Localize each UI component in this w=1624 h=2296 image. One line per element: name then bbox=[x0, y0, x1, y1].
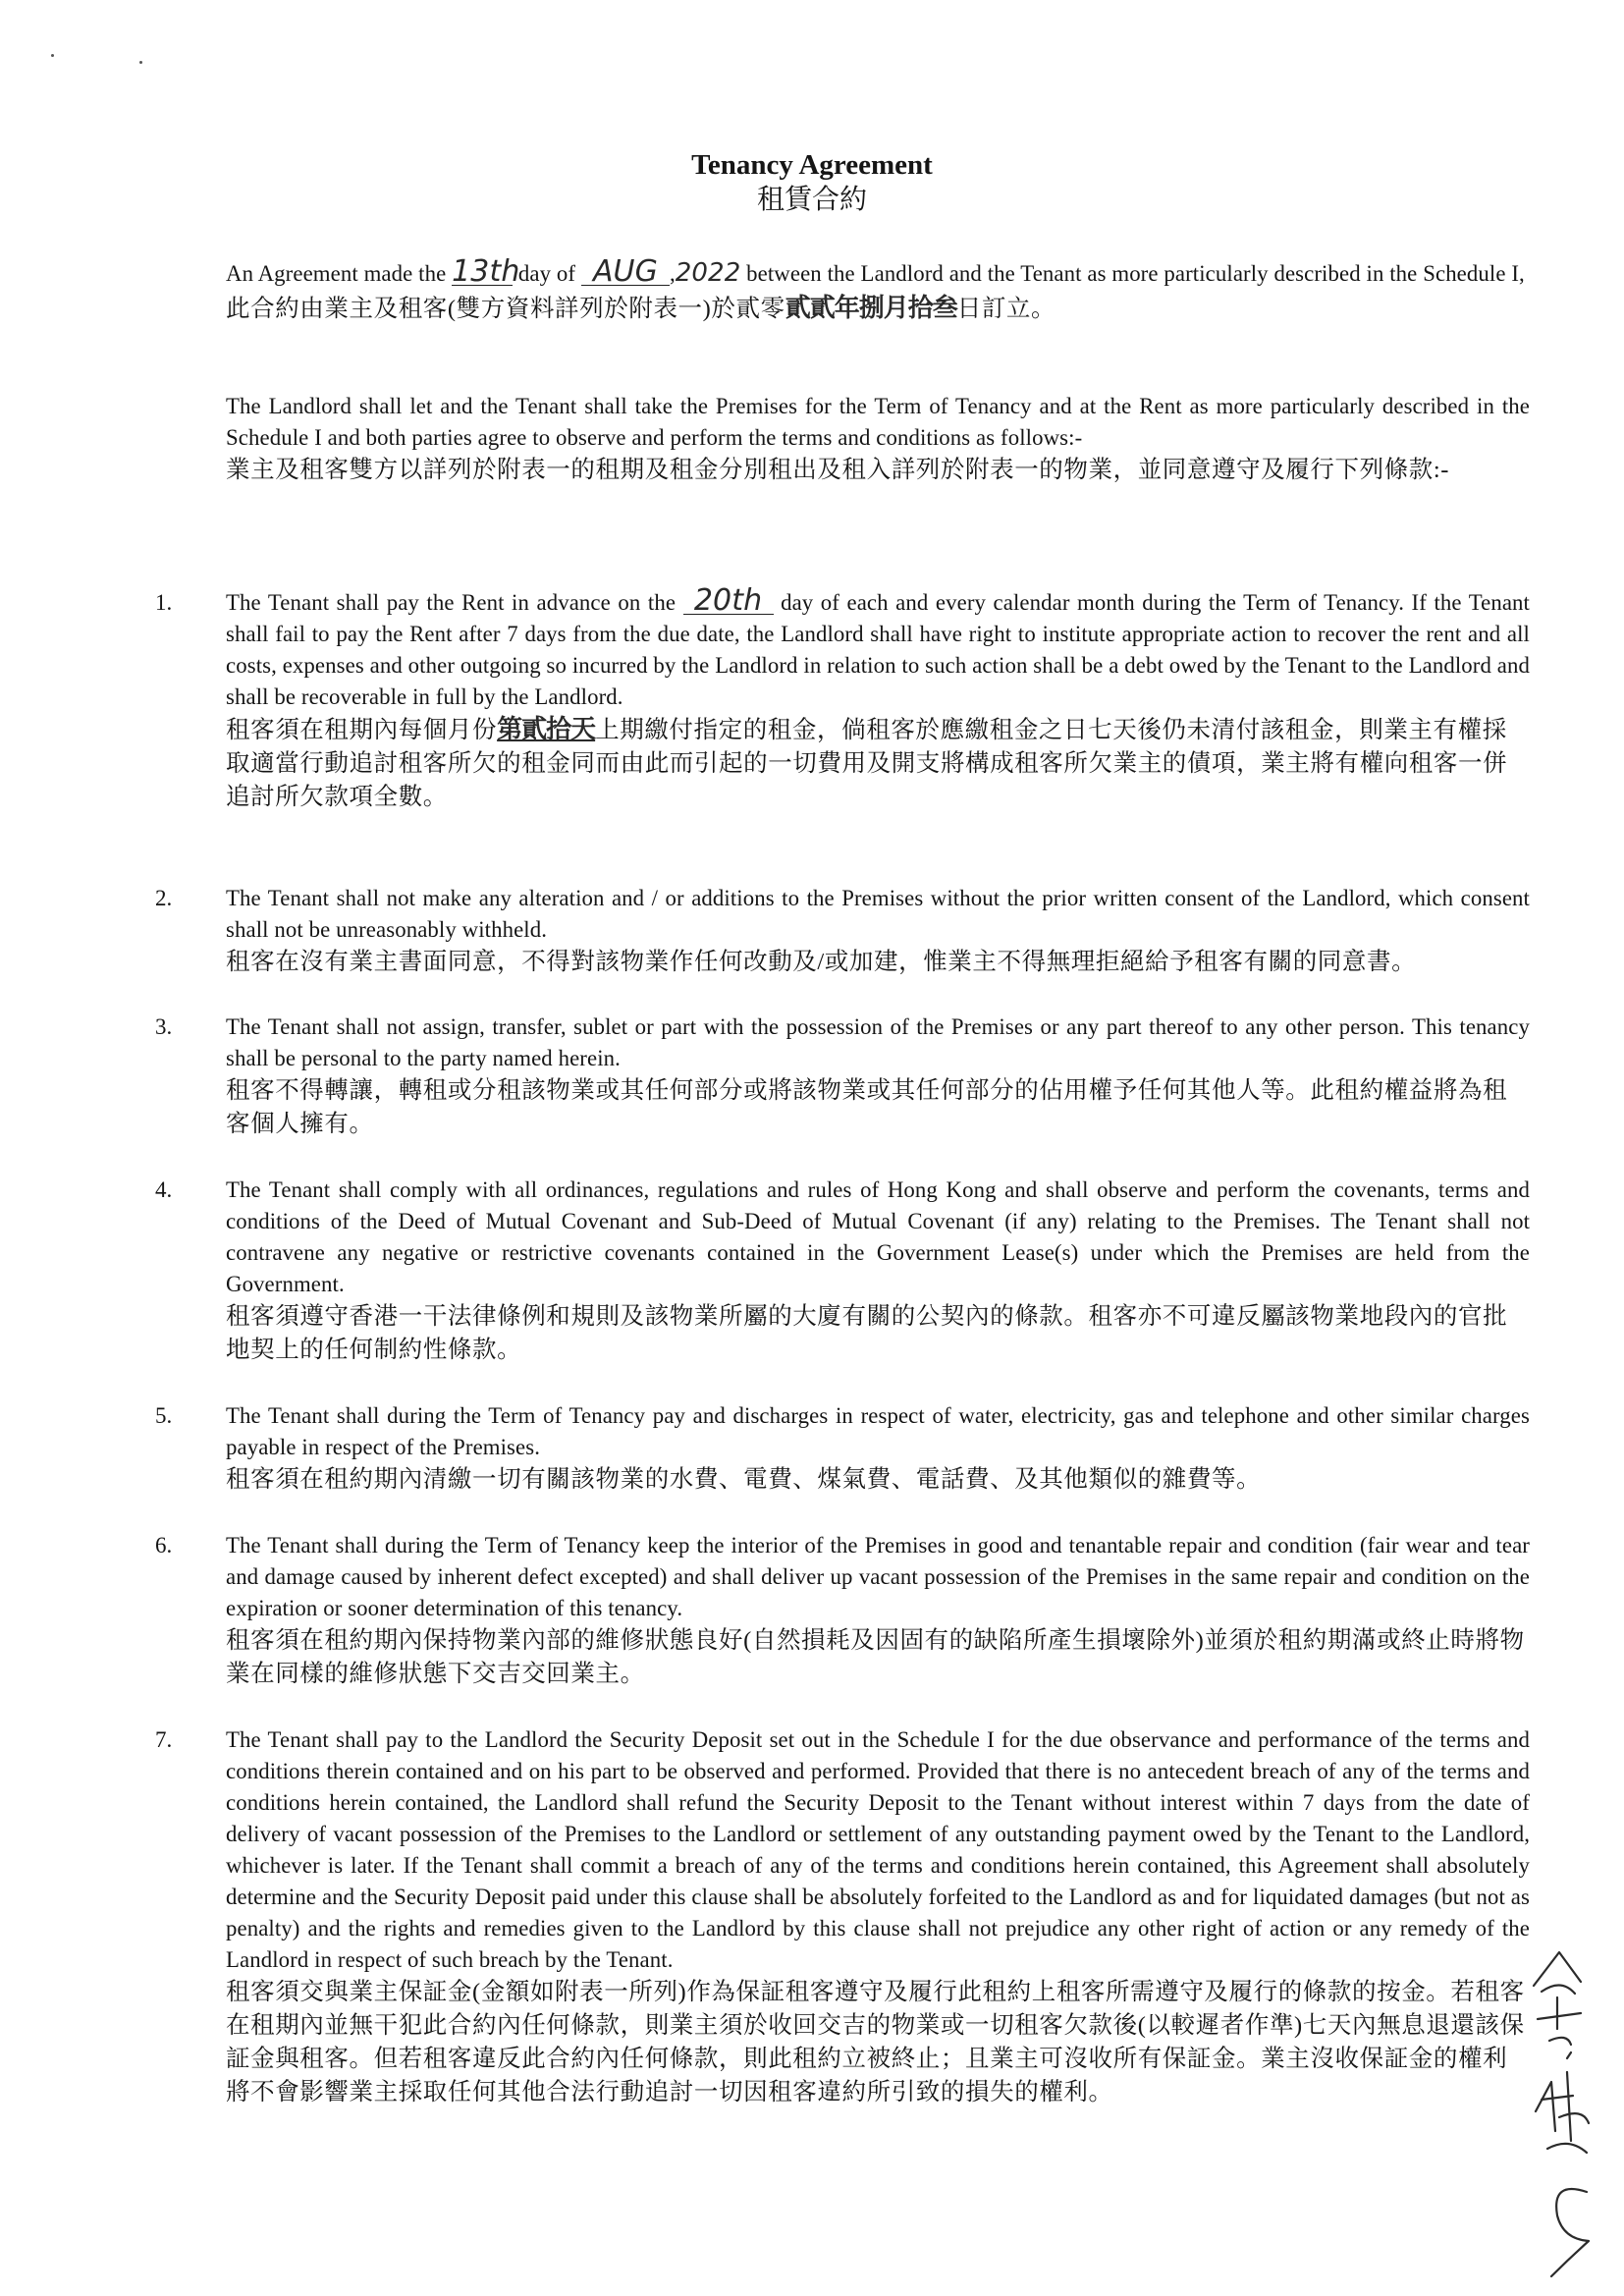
scan-speck-2 bbox=[139, 61, 142, 64]
clause-6-en: The Tenant shall during the Term of Tenancy keep the interior of the Premises in good and tenantable repair and condition (fair wear and tear and damage caused by inherent defect excepted) and shall deliver up vacant possession of the Premises in the same repair and condition on the expiration or sooner determination of this tenancy. bbox=[226, 1533, 1530, 1620]
clause-2 bbox=[226, 883, 1530, 979]
clause-5-zh: 租客須在租約期內清繳一切有關該物業的水費、電費、煤氣費、電話費、及其他類似的雜費等。 bbox=[226, 1466, 1262, 1493]
intro-text-3: , bbox=[669, 261, 676, 286]
clause-3 bbox=[226, 1011, 1530, 1141]
clause-3-zh: 租客不得轉讓，轉租或分租該物業或其任何部分或將該物業或其任何部分的佔用權予任何其他人等。此租約權益將為租客個人擁有。 bbox=[226, 1077, 1508, 1137]
clause-6 bbox=[226, 1530, 1530, 1691]
intro-text-4: between the Landlord and the Tenant as more particularly described in the Schedule I, bbox=[746, 261, 1525, 286]
clause-5 bbox=[226, 1400, 1530, 1497]
clause-7-zh: 租客須交與業主保証金(金額如附表一所列)作為保証租客遵守及履行此租約上租客所需遵守及履行的條款的按金。若租客在租期內並無干犯此合約內任何條款，則業主須於收回交吉的物業或一切租客欠款後(以較遲者作準)七天內無息退還該保証金與租客。但若租客違反此合約內任何條款，則此租約立被終止；且業主可沒收所有保証金。業主沒收保証金的權利將不會影響業主採取任何其他合法行動追討一切因租客違約所引致的損失的權利。 bbox=[226, 1979, 1525, 2105]
intro-zh-text-1: 此合約由業主及租客(雙方資料詳列於附表一)於貳零 bbox=[226, 296, 785, 322]
clause-1-zh bbox=[226, 713, 1530, 814]
preamble-zh: 業主及租客雙方以詳列於附表一的租期及租金分別租出及租入詳列於附表一的物業，並同意遵守及履行下列條款:- bbox=[226, 457, 1450, 483]
clause-number: 5. bbox=[155, 1403, 173, 1428]
clause-1-en bbox=[226, 583, 1530, 713]
month-handwritten: AUG bbox=[581, 259, 670, 286]
clause-number: 4. bbox=[155, 1177, 173, 1202]
agreement-intro bbox=[226, 254, 1530, 326]
document-title-zh: 租賃合約 bbox=[756, 185, 867, 215]
scan-speck-1 bbox=[51, 54, 54, 57]
document-title: Tenancy Agreement bbox=[691, 149, 933, 181]
clause-number: 3. bbox=[155, 1014, 173, 1039]
clause-2-en: The Tenant shall not make any alteration and / or additions to the Premises without the prior written consent of the Landlord, which consent shall not be unreasonably withheld. bbox=[226, 886, 1530, 942]
clause-number: 7. bbox=[155, 1727, 173, 1752]
intro-text-2: day of bbox=[517, 261, 576, 286]
clause-2-zh: 租客在沒有業主書面同意，不得對該物業作任何改動及/或加建，惟業主不得無理拒絕給予租客有關的同意書。 bbox=[226, 949, 1417, 975]
day-handwritten: 13th bbox=[452, 254, 520, 289]
rent-day-handwritten: 20th bbox=[683, 588, 774, 615]
clause-5-en: The Tenant shall during the Term of Tenancy pay and discharges in respect of water, electricity, gas and telephone and other similar charges payable in respect of the Premises. bbox=[226, 1403, 1530, 1459]
clause-7 bbox=[226, 1724, 1530, 2109]
clause-1 bbox=[226, 583, 1530, 814]
clause-number: 2. bbox=[155, 886, 173, 910]
clause-number: 1. bbox=[155, 590, 173, 615]
rent-day-zh-handwritten: 第貳拾天 bbox=[497, 715, 596, 744]
intro-en bbox=[226, 254, 1530, 290]
preamble bbox=[226, 391, 1530, 487]
handwritten-signature-icon bbox=[1512, 1935, 1620, 2288]
date-zh-handwritten: 貳貳年捌月拾叁 bbox=[785, 294, 957, 323]
document-title-block bbox=[0, 147, 1624, 218]
intro-zh bbox=[226, 292, 1530, 326]
clause-7-en: The Tenant shall pay to the Landlord the Security Deposit set out in the Schedule I for the due observance and performance of the terms and conditions therein contained and on his part to be observed and performed. Provided that there is no antecedent breach of any of the terms and conditions herein contained, the Landlord shall refund the Security Deposit to the Tenant without interest within 7 days from the date of delivery of vacant possession of the Premises to the Landlord or settlement of any outstanding payment owed by the Tenant to the Landlord, whichever is later. If the Tenant shall commit a breach of any of the terms and conditions herein contained, this Agreement shall absolutely determine and the Security Deposit paid under this clause shall be absolutely forfeited to the Landlord as and for liquidated damages (but not as penalty) and the rights and remedies given to the Landlord by this clause shall not prejudice any other right of action or any remedy of the Landlord in respect of such breach by the Tenant. bbox=[226, 1727, 1530, 1972]
year-handwritten: 2022 bbox=[675, 258, 741, 288]
clause-1-zh-a: 租客須在租期內每個月份 bbox=[226, 717, 498, 743]
clause-1-zh-b: 上期繳付指定的租金，倘租客於應繳租金之日七天後仍未清付該租金，則業主有權採取適當行動追討租客所欠的租金同而由此而引起的一切費用及開支將構成租客所欠業主的債項，業主將有權向租客一併追討所欠款項全數。 bbox=[226, 717, 1508, 810]
clause-1-en-b: day of each and every calendar month during the Term of Tenancy. If the Tenant shall fail to pay the Rent after 7 days from the due date, the Landlord shall have right to institute appropriate action to recover the rent and all costs, expenses and other outgoing so incurred by the Landlord in relation to such action shall be a debt owed by the Tenant to the Landlord and shall be recoverable in full by the Landlord. bbox=[226, 590, 1530, 709]
clause-3-en: The Tenant shall not assign, transfer, sublet or part with the possession of the Premises or any part thereof to any other person. This tenancy shall be personal to the party named herein. bbox=[226, 1014, 1530, 1070]
intro-zh-text-2: 日訂立。 bbox=[956, 296, 1056, 322]
clause-4 bbox=[226, 1175, 1530, 1367]
preamble-en: The Landlord shall let and the Tenant shall take the Premises for the Term of Tenancy and at the Rent as more particularly described in the Schedule I and both parties agree to observe and perform the terms and conditions as follows:- bbox=[226, 394, 1530, 450]
clause-6-zh: 租客須在租約期內保持物業內部的維修狀態良好(自然損耗及因固有的缺陷所產生損壞除外)並須於租約期滿或終止時將物業在同樣的維修狀態下交吉交回業主。 bbox=[226, 1627, 1525, 1687]
intro-text-1: An Agreement made the bbox=[226, 261, 447, 286]
clause-4-en: The Tenant shall comply with all ordinances, regulations and rules of Hong Kong and shall observe and perform the covenants, terms and conditions of the Deed of Mutual Covenant and Sub-Deed of Mutual Covenant (if any) relating to the Premises. The Tenant shall not contravene any negative or restrictive covenants contained in the Government Lease(s) under which the Premises are held from the Government. bbox=[226, 1177, 1530, 1296]
clause-number: 6. bbox=[155, 1533, 173, 1558]
clause-1-en-a: The Tenant shall pay the Rent in advance on the bbox=[226, 590, 677, 615]
clause-4-zh: 租客須遵守香港一干法律條例和規則及該物業所屬的大廈有關的公契內的條款。租客亦不可違反屬該物業地段內的官批地契上的任何制約性條款。 bbox=[226, 1303, 1508, 1363]
